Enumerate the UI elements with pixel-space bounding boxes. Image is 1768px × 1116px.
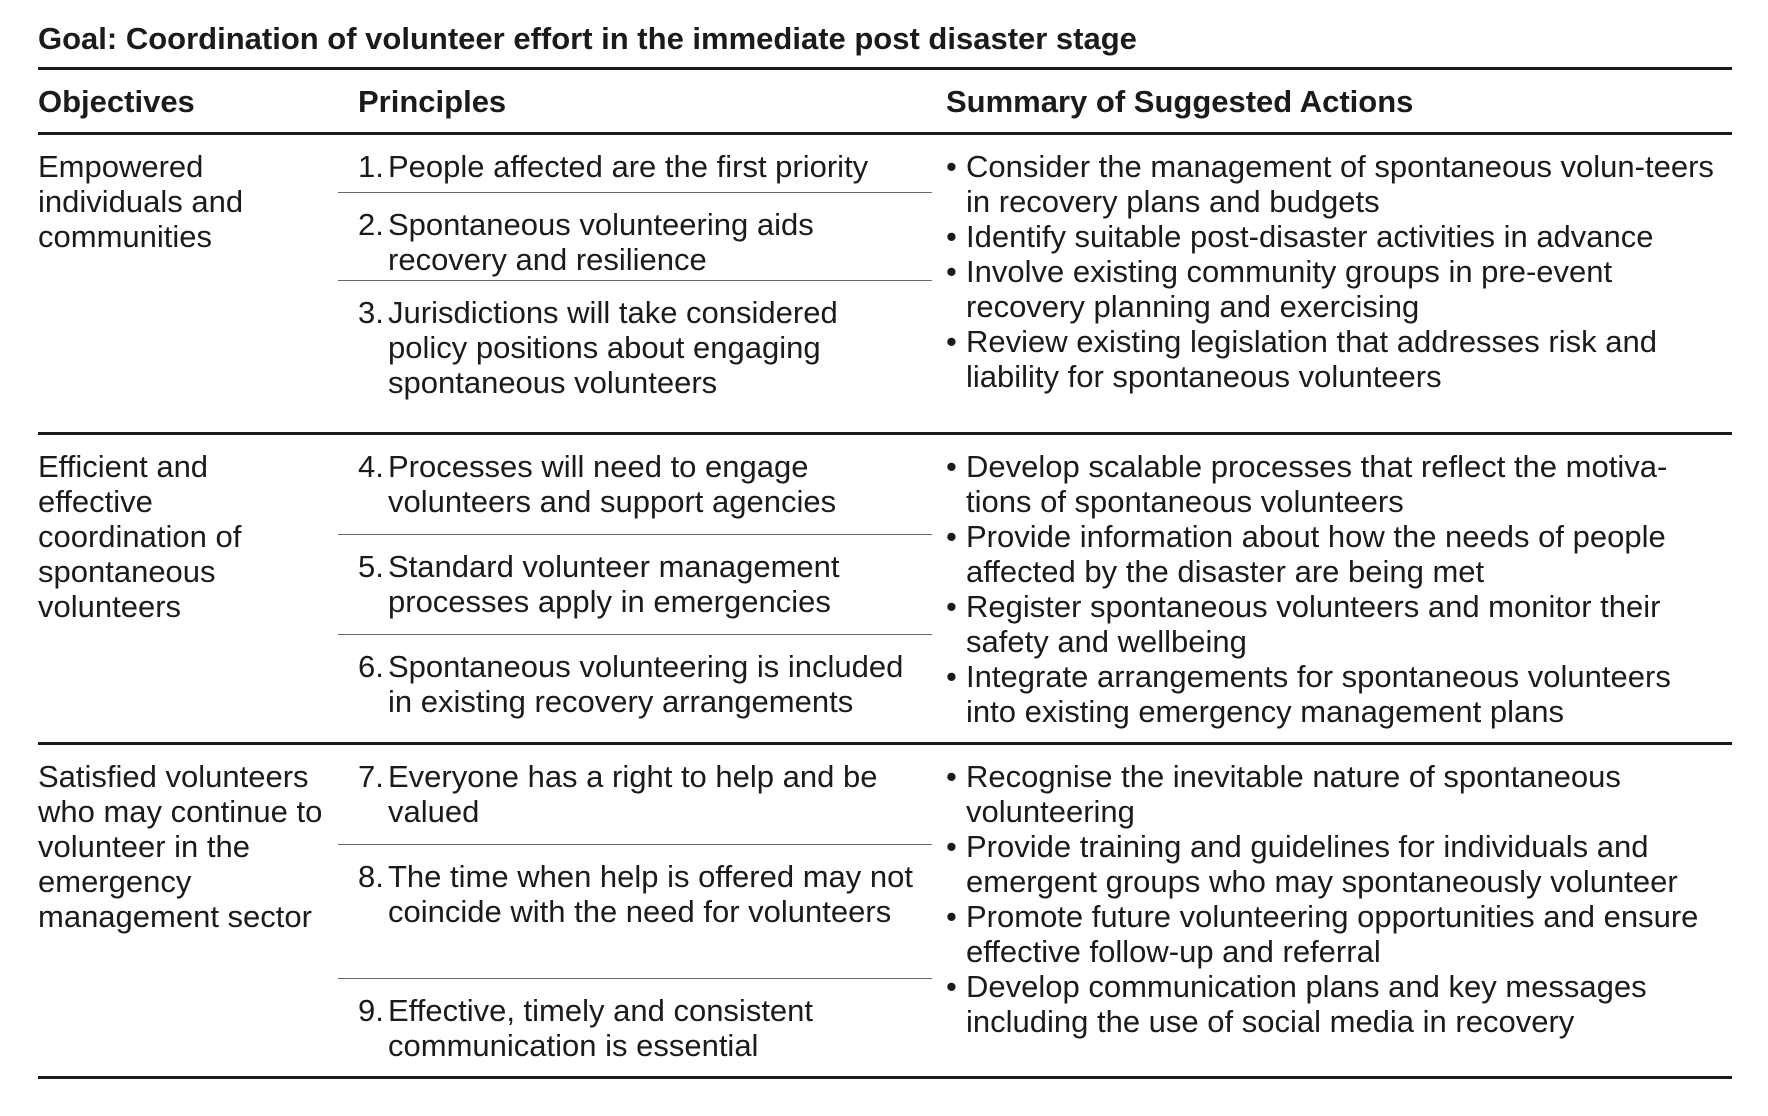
principle-item [338,979,932,1076]
principle-item [338,535,932,635]
header-objectives: Objectives [38,84,195,119]
principles-cell [338,135,932,432]
bullet-icon: • [946,589,957,624]
principle-item [338,193,932,281]
action-text: Provide information about how the needs of people affected by the disaster are being met [966,519,1666,589]
objective-cell: Efficient and effective coordination of spontaneous volunteers [38,449,242,624]
principle-text: Jurisdictions will take considered policy positions about engaging spontaneous volunteers [388,295,838,400]
action-text: Recognise the inevitable nature of spontaneous volunteering [966,759,1621,829]
principle-number: 2. [358,207,384,242]
bullet-icon: • [946,829,957,864]
table-row-group [38,135,1732,435]
bullet-icon: • [946,324,957,359]
action-item [946,899,1728,969]
objective-cell: Satisfied volunteers who may continue to volunteer in the emergency management sector [38,759,323,934]
principle-item [338,135,932,193]
principle-item [338,845,932,979]
principle-number: 5. [358,549,384,584]
goal-title: Goal: Coordination of volunteer effort in the immediate post disaster stage [38,20,1732,70]
bullet-icon: • [946,519,957,554]
principle-number: 4. [358,449,384,484]
actions-cell [932,745,1732,1076]
principle-number: 6. [358,649,384,684]
action-item [946,449,1728,519]
goal-table [38,20,1732,1079]
bullet-icon: • [946,969,957,1004]
principle-text: Everyone has a right to help and be valued [388,759,878,829]
action-item [946,969,1728,1039]
action-text: Register spontaneous volunteers and monitor their safety and wellbeing [966,589,1661,659]
table-row-group [38,745,1732,1079]
header-principles: Principles [358,84,507,119]
principle-text: Spontaneous volunteering aids recovery and resilience [388,207,814,277]
action-text: Develop communication plans and key messages including the use of social media in recovery [966,969,1647,1039]
action-item [946,149,1728,219]
principle-text: Effective, timely and consistent communication is essential [388,993,814,1063]
action-text: Review existing legislation that addresses risk and liability for spontaneous volunteers [966,324,1657,394]
principle-item [338,635,932,742]
objective-cell: Empowered individuals and communities [38,149,244,254]
bullet-icon: • [946,219,957,254]
principle-text: Processes will need to engage volunteers and support agencies [388,449,837,519]
table-row-group [38,435,1732,745]
bullet-icon: • [946,759,957,794]
bullet-icon: • [946,899,957,934]
action-text: Promote future volunteering opportunities and ensure effective follow-up and referral [966,899,1699,969]
principle-text: The time when help is offered may not coincide with the need for volunteers [388,859,913,929]
action-item [946,254,1728,324]
principle-item [338,745,932,845]
action-text: Involve existing community groups in pre-event recovery planning and exercising [966,254,1613,324]
principles-cell [338,435,932,742]
action-item [946,659,1728,729]
action-item [946,324,1728,394]
actions-cell [932,435,1732,742]
action-text: Integrate arrangements for spontaneous volunteers into existing emergency management plans [966,659,1671,729]
action-item [946,759,1728,829]
action-item [946,519,1728,589]
action-text: Develop scalable processes that reflect the motiva-tions of spontaneous volunteers [966,449,1668,519]
principles-cell [338,745,932,1076]
bullet-icon: • [946,449,957,484]
header-actions: Summary of Suggested Actions [946,84,1414,119]
principle-text: People affected are the first priority [388,149,869,184]
action-item [946,829,1728,899]
actions-cell [932,135,1732,432]
action-text: Consider the management of spontaneous volun-teers in recovery plans and budgets [966,149,1714,219]
bullet-icon: • [946,659,957,694]
action-item [946,219,1728,254]
principle-number: 8. [358,859,384,894]
bullet-icon: • [946,254,957,289]
principle-number: 7. [358,759,384,794]
principle-number: 9. [358,993,384,1028]
principle-number: 3. [358,295,384,330]
bullet-icon: • [946,149,957,184]
principle-item [338,435,932,535]
principle-number: 1. [358,149,384,184]
principle-text: Standard volunteer management processes apply in emergencies [388,549,840,619]
table-header [38,70,1732,135]
action-item [946,589,1728,659]
principle-item [338,281,932,432]
action-text: Provide training and guidelines for individuals and emergent groups who may spontaneously volunteer [966,829,1678,899]
action-text: Identify suitable post-disaster activities in advance [966,219,1654,254]
principle-text: Spontaneous volunteering is included in existing recovery arrangements [388,649,904,719]
